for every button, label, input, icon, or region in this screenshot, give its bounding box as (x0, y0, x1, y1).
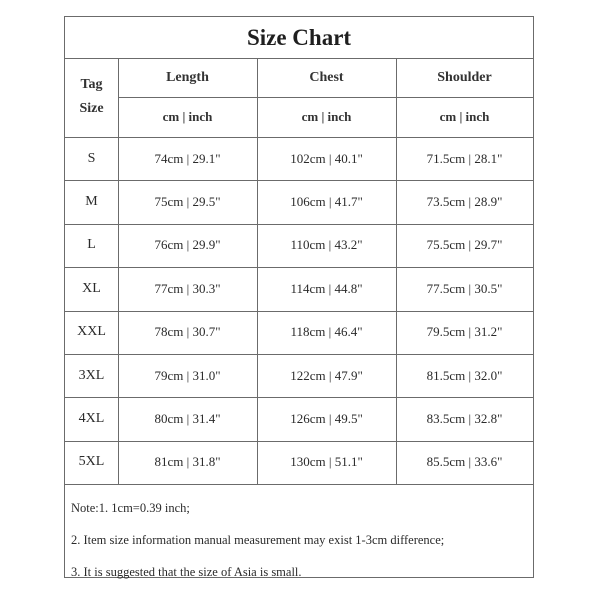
size-label: 4XL (78, 411, 105, 427)
cell-shoulder: 83.5cm | 32.8" (426, 411, 503, 427)
grid-hline (65, 441, 533, 442)
grid-hline (65, 224, 533, 225)
cell-length: 76cm | 29.9" (154, 237, 221, 253)
note-3: 3. It is suggested that the size of Asia is small. (71, 565, 302, 579)
header-col-chest: Chest (309, 69, 344, 85)
grid-hline (65, 137, 533, 138)
cell-length: 75cm | 29.5" (154, 194, 221, 210)
grid-vline (118, 58, 119, 484)
cell-length: 80cm | 31.4" (154, 411, 221, 427)
cell-shoulder: 81.5cm | 32.0" (426, 367, 503, 383)
note-2: 2. Item size information manual measurement may exist 1-3cm difference; (71, 533, 445, 547)
size-label: 3XL (78, 367, 105, 383)
cell-chest: 122cm | 47.9" (290, 367, 363, 383)
size-label: 5XL (78, 454, 105, 470)
cell-shoulder: 77.5cm | 30.5" (426, 280, 503, 296)
grid-hline (65, 311, 533, 312)
header-col-shoulder: Shoulder (437, 69, 492, 85)
cell-length: 74cm | 29.1" (154, 150, 221, 166)
header-unit-chest: cm | inch (301, 109, 352, 124)
header-unit-shoulder: cm | inch (439, 109, 490, 124)
chart-title: Size Chart (65, 17, 533, 59)
cell-shoulder: 75.5cm | 29.7" (426, 237, 503, 253)
size-table (65, 58, 533, 484)
cell-shoulder: 85.5cm | 33.6" (426, 454, 503, 470)
note-1: Note:1. 1cm=0.39 inch; (71, 501, 190, 515)
size-label: L (87, 237, 96, 253)
cell-chest: 110cm | 43.2" (290, 237, 363, 253)
grid-vline (257, 58, 258, 484)
cell-shoulder: 73.5cm | 28.9" (426, 194, 503, 210)
grid-hline (65, 397, 533, 398)
header-unit-length: cm | inch (162, 109, 213, 124)
header-tag: Tag (80, 77, 103, 92)
header-size: Size (79, 101, 104, 116)
notes-section (65, 484, 533, 579)
grid-vline (396, 58, 397, 484)
cell-chest: 130cm | 51.1" (290, 454, 363, 470)
grid-hline (65, 180, 533, 181)
size-label: XL (82, 280, 101, 296)
cell-shoulder: 71.5cm | 28.1" (426, 150, 503, 166)
cell-length: 77cm | 30.3" (154, 280, 221, 296)
grid-hline (65, 354, 533, 355)
header-col-length: Length (166, 69, 209, 85)
size-label: S (87, 150, 96, 166)
cell-length: 78cm | 30.7" (154, 324, 221, 340)
cell-length: 81cm | 31.8" (154, 454, 221, 470)
size-label: M (85, 194, 98, 210)
cell-chest: 126cm | 49.5" (290, 411, 363, 427)
size-chart-sheet (64, 16, 534, 578)
cell-length: 79cm | 31.0" (154, 367, 221, 383)
cell-chest: 118cm | 46.4" (290, 324, 363, 340)
grid-hline (118, 97, 533, 98)
cell-chest: 114cm | 44.8" (290, 280, 363, 296)
cell-chest: 106cm | 41.7" (290, 194, 363, 210)
cell-chest: 102cm | 40.1" (290, 150, 363, 166)
size-label: XXL (77, 324, 106, 340)
grid-hline (65, 267, 533, 268)
cell-shoulder: 79.5cm | 31.2" (426, 324, 503, 340)
